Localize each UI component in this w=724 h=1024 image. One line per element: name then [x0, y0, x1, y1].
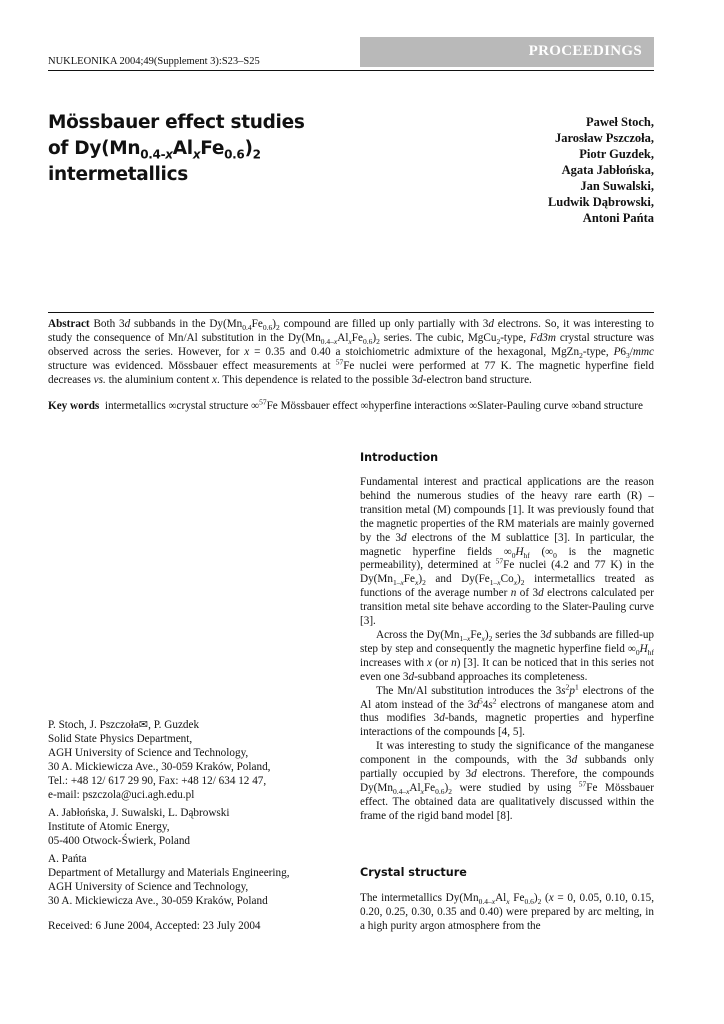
crystal-structure-body: The intermetallics $Dy(Mn_{0.4-x}Al_x$ $Fe_{0.6})_2$ (x = 0, 0.05, 0.10, 0.15, 0.20, 0.25, 0.30, 0.35 and 0.40) were prepared by arc melting, in a high purity argon atmosphere from the	[360, 892, 654, 932]
introduction-paragraph: It was interesting to study the significance of the manganese component in the compounds, with the 3d subbands only partially occupied by 3d electrons. Therefore, the compounds $Dy(Mn_{0.4-x}Al_xFe_{0.6})_2$ were studied by using $^{57}$Fe Mössbauer effect. The obtained data are qualitatively discussed within the frame of the rigid band model [8].	[360, 740, 655, 822]
author-name: Paweł Stoch,	[585, 115, 654, 129]
affiliation-line: 30 A. Mickiewicza Ave., 30-059 Kraków, Poland,	[48, 761, 271, 774]
keywords-label: Key words	[48, 400, 100, 412]
keywords	[48, 399, 654, 413]
affiliation-line: AGH University of Science and Technology,	[48, 747, 249, 760]
affiliation-line: Department of Metallurgy and Materials Engineering,	[48, 867, 290, 880]
author-name: Jarosław Pszczoła,	[554, 131, 654, 145]
affiliation-line: AGH University of Science and Technology,	[48, 881, 249, 894]
author-name: Antoni Pańta	[582, 211, 654, 225]
abstract-label: Abstract	[48, 318, 90, 330]
author-name: Agata Jabłońska,	[561, 163, 654, 177]
paper-title	[48, 110, 388, 188]
abstract-text: Both 3d subbands in the $Dy(Mn_{0.4}Fe_{0.6})_2$ compound are filled up only partially with 3d electrons. So, it was interesting to study the consequence of Mn/Al substitution in the $Dy(Mn_{0.4-x}Al_xFe_{0.6})_2$ series. The cubic, MgCu$_2$-type, Fd3m crystal structure was observed across the series. However, for x = 0.35 and 0.40 a stoichiometric admixture of the hexagonal, MgZn$_2$-type, $P6_3$/mmc structure was evidenced. Mössbauer effect measurements at $^{57}$Fe nuclei were performed at 77 K. The magnetic hyperfine field decreases vs. the aluminium content x. This dependence is related to the possible 3d-electron band structure.	[48, 318, 654, 387]
affiliation-1	[48, 718, 338, 803]
introduction-paragraph: The Mn/Al substitution introduces the $3s^2p^1$ electrons of the Al atom instead of the $3d^54s^2$ electrons of manganese atom and thus modifies 3d-bands, magnetic properties and hyperfine interactions of the compounds [4, 5].	[360, 681, 655, 739]
journal-citation: NUKLEONIKA 2004;49(Supplement 3):S23–S25	[48, 56, 260, 67]
author-list	[548, 114, 654, 226]
title-line-2: of $Dy(Mn_{0.4-x}Al_xFe_{0.6})_2$ intermetallics	[48, 138, 261, 185]
title-line-1: Mössbauer effect studies	[48, 112, 305, 133]
affiliation-line: Solid State Physics Department,	[48, 733, 193, 746]
affiliation-line: A. Pańta	[48, 853, 87, 865]
affiliation-2	[48, 806, 338, 848]
crystal-structure-heading: Crystal structure	[360, 866, 467, 879]
introduction-heading: Introduction	[360, 451, 439, 464]
header-rule	[48, 70, 654, 71]
introduction-body	[360, 476, 654, 824]
affiliation-line: A. Jabłońska, J. Suwalski, L. Dąbrowski	[48, 807, 230, 819]
introduction-paragraph: Across the $Dy(Mn_{1-x}Fe_x)_2$ series the 3d subbands are filled-up step by step and consequently the magnetic hyperfine field $\infty_0H_{hf}$ increases with x (or n) [3]. It can be noticed that in this series not even one 3d-subband approaches its completeness.	[360, 628, 655, 683]
received-dates: Received: 6 June 2004, Accepted: 23 July 2004	[48, 920, 261, 932]
author-name: Ludwik Dąbrowski,	[547, 195, 654, 209]
author-name: Piotr Guzdek,	[579, 147, 654, 161]
author-name: Jan Suwalski,	[580, 179, 654, 193]
keywords-text: intermetallics ∞crystal structure ∞$^{57}$Fe Mössbauer effect ∞hyperfine interactions ∞Slater-Pauling curve ∞band structure	[104, 397, 643, 412]
abstract	[48, 317, 654, 387]
affiliation-line: 30 A. Mickiewicza Ave., 30-059 Kraków, Poland	[48, 895, 268, 908]
affiliation-line: e-mail: pszczola@uci.agh.edu.pl	[48, 789, 195, 802]
abstract-rule	[48, 312, 654, 313]
introduction-paragraph: Fundamental interest and practical applications are the reason behind the numerous studies of the heavy rare earth (R) – transition metal (M) compounds [1]. It was previously found that the magnetic properties of the RM materials are mainly governed by the 3d electrons of the M sublattice [3]. In particular, the magnetic hyperfine fields $\infty_0H_{hf}$ ($\infty_0$ is the magnetic permeability), determined at $^{57}$Fe nuclei (4.2 and 77 K) in the $Dy(Mn_{1-x}Fe_x)_2$ and $Dy(Fe_{1-x}Co_x)_2$ intermetallics treated as functions of the average number n of 3d electrons calculated per transition metal site behave according to the Slater-Pauling curve [3].	[360, 476, 655, 628]
affiliation-line: Institute of Atomic Energy,	[48, 821, 170, 834]
proceedings-banner	[360, 37, 654, 67]
affiliation-line: 05-400 Otwock-Świerk, Poland	[48, 835, 191, 848]
affiliation-line: P. Stoch, J. Pszczoła✉, P. Guzdek	[48, 719, 200, 731]
affiliation-3	[48, 852, 338, 908]
proceedings-label: PROCEEDINGS	[528, 43, 642, 59]
affiliation-line: Tel.: +48 12/ 617 29 90, Fax: +48 12/ 634 12 47,	[48, 775, 267, 788]
